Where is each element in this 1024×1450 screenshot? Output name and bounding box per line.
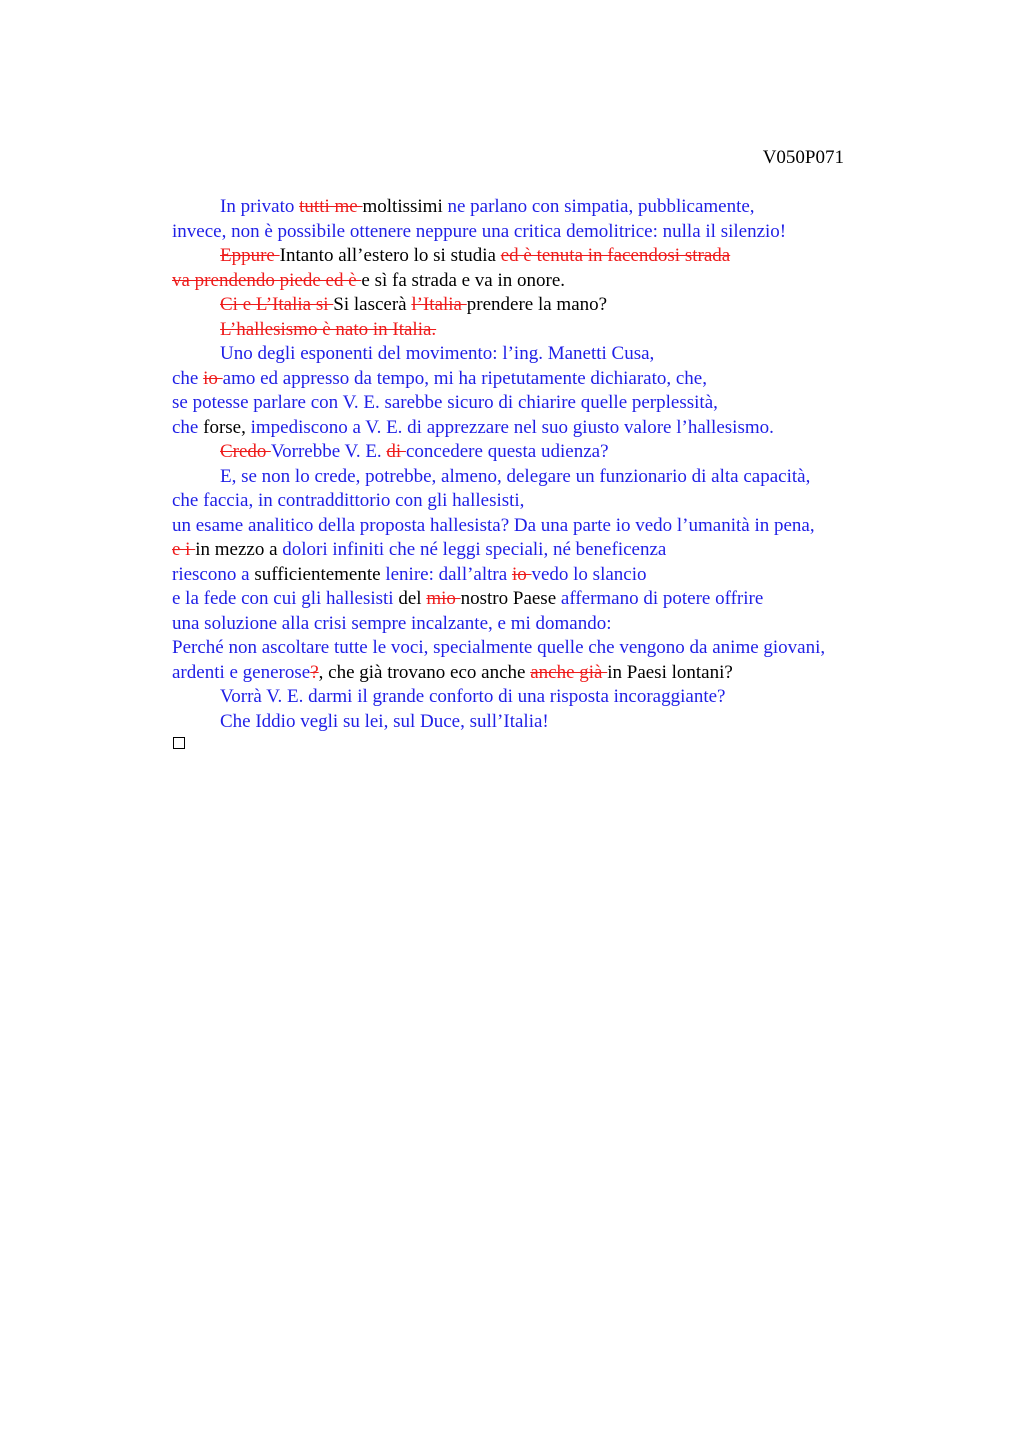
deleted-text: va prendendo piede ed è xyxy=(172,269,362,291)
text-line xyxy=(172,244,902,269)
deleted-text: Ci e L’Italia si xyxy=(220,294,334,315)
original-text: del xyxy=(398,588,427,609)
deleted-text: L’hallesismo è nato in Italia. xyxy=(220,318,437,340)
deleted-text: l’Italia xyxy=(411,294,467,315)
inserted-text: E, se non lo crede, potrebbe, almeno, delegare un funzionario di alta capacità, xyxy=(220,465,811,487)
deleted-text: io xyxy=(203,367,223,389)
text-line xyxy=(172,612,902,637)
letter-body xyxy=(172,195,902,734)
inserted-text: Vorrà V. E. darmi il grande conforto di una risposta incoraggiante? xyxy=(220,686,726,707)
text-line xyxy=(172,587,902,612)
text-line xyxy=(172,440,902,465)
original-text: Si lascerà xyxy=(333,294,412,315)
original-text: prendere la mano? xyxy=(466,294,608,315)
original-text: in Paesi lontani? xyxy=(607,661,733,683)
inserted-text: che xyxy=(172,367,204,389)
inserted-text: e la fede con cui gli hallesisti xyxy=(172,588,399,609)
inserted-text: se potesse parlare con V. E. sarebbe sicuro di chiarire quelle perplessità, xyxy=(172,392,718,413)
inserted-text: una soluzione alla crisi sempre incalzante, e mi domando: xyxy=(172,612,612,634)
text-line xyxy=(172,563,902,588)
inserted-text: che xyxy=(172,416,204,438)
inserted-text: che faccia, in contraddittorio con gli hallesisti, xyxy=(172,490,525,511)
text-line xyxy=(172,514,902,539)
original-text: forse, xyxy=(203,416,251,438)
inserted-text: un esame analitico della proposta hallesista? Da una parte io vedo l’umanità in pena, xyxy=(172,514,815,536)
text-line xyxy=(172,661,902,686)
text-line xyxy=(172,416,902,441)
inserted-text: vedo lo slancio xyxy=(531,563,647,585)
text-line xyxy=(172,391,902,416)
inserted-text: invece, non è possibile ottenere neppure una critica demolitrice: nulla il silenzio! xyxy=(172,220,787,242)
text-line xyxy=(172,318,902,343)
text-line xyxy=(172,220,902,245)
original-text: e sì fa strada e va in onore. xyxy=(361,269,566,291)
deleted-text: e i xyxy=(172,539,196,560)
deleted-text: di xyxy=(386,441,406,462)
text-line xyxy=(172,367,902,392)
inserted-text: dolori infiniti che né leggi speciali, né beneficenza xyxy=(282,539,667,560)
text-line xyxy=(172,710,902,735)
page-id: V050P071 xyxy=(762,147,844,168)
text-line xyxy=(172,269,902,294)
inserted-text: In privato xyxy=(220,196,300,217)
original-text: , che già trovano eco anche xyxy=(318,661,531,683)
text-line xyxy=(172,489,902,514)
inserted-text: Perché non ascoltare tutte le voci, specialmente quelle che vengono da anime giovani, xyxy=(172,637,826,658)
original-text: Intanto all’estero lo si studia xyxy=(279,245,501,266)
text-line xyxy=(172,342,902,367)
inserted-text: affermano di potere offrire xyxy=(560,588,764,609)
deleted-text: Eppure xyxy=(220,245,280,266)
deleted-text: tutti me xyxy=(299,196,363,217)
inserted-text: riescono a xyxy=(172,563,255,585)
text-line xyxy=(172,538,902,563)
inserted-text: Che Iddio vegli su lei, sul Duce, sull’Italia! xyxy=(220,710,549,732)
original-text: in mezzo a xyxy=(195,539,283,560)
deleted-text: io xyxy=(511,563,532,585)
end-of-text-box xyxy=(173,737,185,749)
text-line xyxy=(172,636,902,661)
inserted-text: Uno degli esponenti del movimento: l’ing. Manetti Cusa, xyxy=(220,343,655,364)
deleted-text: ? xyxy=(310,661,319,683)
original-text: nostro Paese xyxy=(460,588,561,609)
text-line xyxy=(172,465,902,490)
inserted-text: lenire: dall’altra xyxy=(385,563,512,585)
deleted-text: mio xyxy=(426,588,461,609)
inserted-text: impediscono a V. E. di apprezzare nel suo giusto valore l’hallesismo. xyxy=(250,416,774,438)
inserted-text: ardenti e generose xyxy=(172,661,311,683)
text-line xyxy=(172,195,902,220)
inserted-text: amo ed appresso da tempo, mi ha ripetutamente dichiarato, che, xyxy=(222,367,707,389)
deleted-text: anche già xyxy=(530,661,608,683)
original-text: sufficientemente xyxy=(254,563,386,585)
inserted-text: ne parlano con simpatia, pubblicamente, xyxy=(447,196,755,217)
text-line xyxy=(172,685,902,710)
inserted-text: Vorrebbe V. E. xyxy=(270,441,387,462)
deleted-text: Credo xyxy=(220,441,271,462)
inserted-text: concedere questa udienza? xyxy=(405,441,609,462)
text-line xyxy=(172,293,902,318)
original-text: moltissimi xyxy=(362,196,448,217)
deleted-text: ed è tenuta in facendosi strada xyxy=(500,245,731,266)
